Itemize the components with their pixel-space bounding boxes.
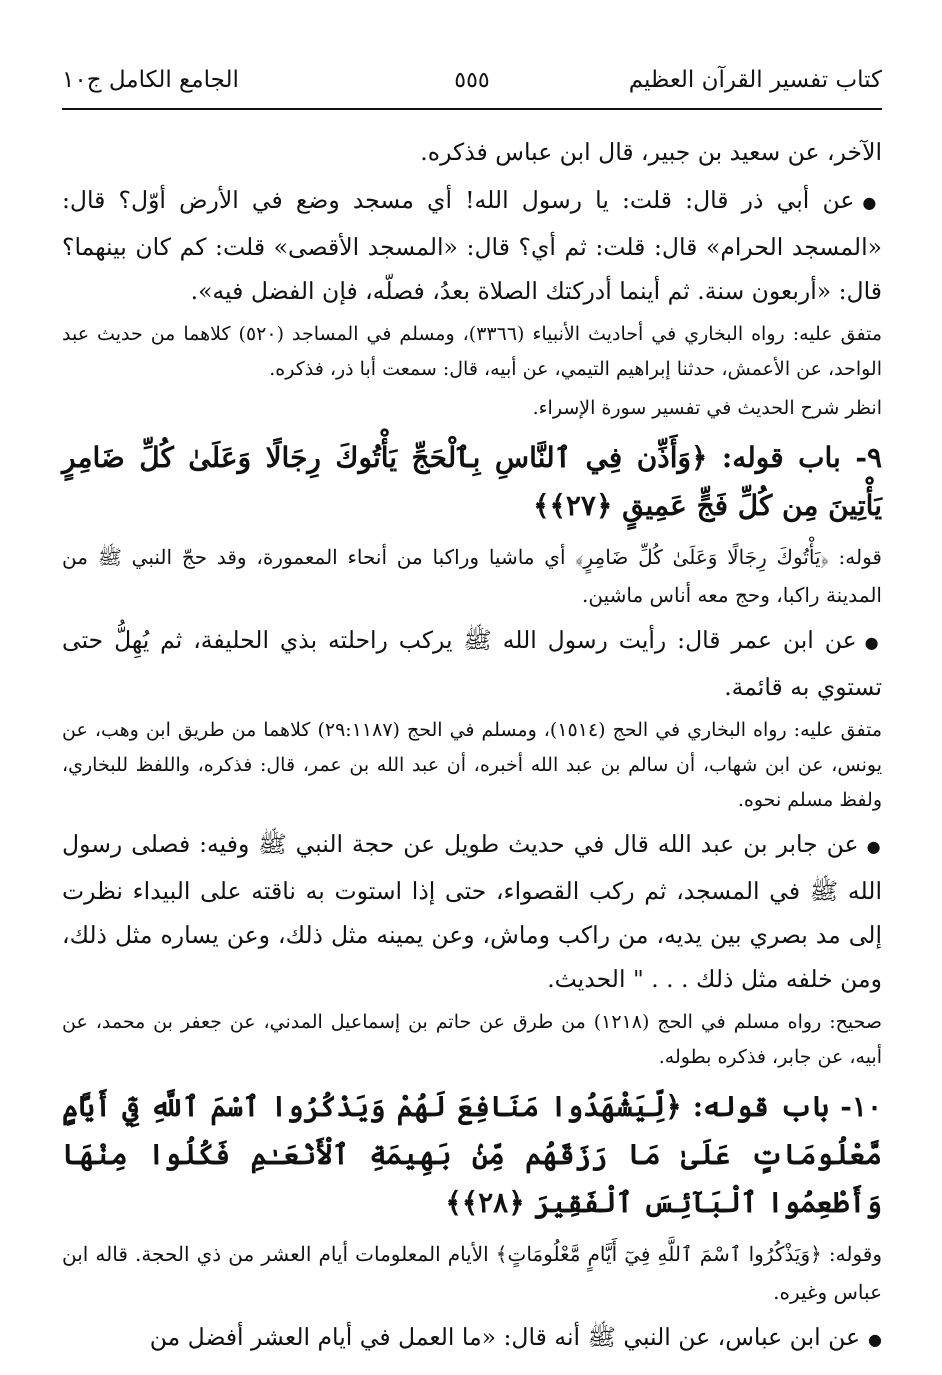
cross-reference-note: انظر شرح الحديث في تفسير سورة الإسراء.: [532, 397, 882, 419]
bullet-icon: ●: [862, 193, 882, 212]
chapter-heading-9: ٩- باب قوله: ﴿وَأَذِّن فِي ٱلنَّاسِ بِٱلْحَجِّ يَأْتُوكَ رِجَالًا وَعَلَىٰ كُلِّ ضَامِرٍ يَأْتِينَ مِن كُلِّ فَجٍّ عَمِيقٍ ﴿٢٧﴾﴾: [62, 441, 882, 522]
hadith-text: عن ابن عباس، عن النبي ﷺ أنه قال: «ما العمل في أيام العشر أفضل من: [149, 1323, 861, 1351]
hadith-text: عن ابن عمر قال: رأيت رسول الله ﷺ يركب راحلته بذي الحليفة، ثم يُهِلُّ حتى تستوي به قائمة.: [62, 626, 882, 701]
commentary-paragraph: وقوله: ﴿وَيَذْكُرُوا ٱسْمَ ٱللَّهِ فِيٓ أَيَّامٍ مَّعْلُومَاتٍ﴾ الأيام المعلومات أيام العشر من ذي الحجة. قاله ابن عباس وغيره.: [62, 1242, 882, 1304]
takhrij-note: متفق عليه: رواه البخاري في الحج (١٥١٤)، ومسلم في الحج (٢٩:١١٨٧) كلاهما من طريق ابن وهب، عن يونس، عن ابن شهاب، أن سالم بن عبد الله أخبره، أن عبد الله بن عمر، قال: فذكره، واللفظ للبخاري، ولفظ مسلم نحوه.: [62, 719, 882, 811]
hadith-text: عن جابر بن عبد الله قال في حديث طويل عن حجة النبي ﷺ وفيه: فصلى رسول الله ﷺ في المسجد، ثم ركب القصواء، حتى إذا استوت به ناقته على البيداء نظرت إلى مد بصري بين يديه، من راكب وماش، وعن يمينه مثل ذلك، وعن يساره مثل ذلك، ومن خلفه مثل ذلك . . . " الحديث.: [62, 830, 882, 993]
commentary-paragraph: قوله: ﴿يَأْتُوكَ رِجَالًا وَعَلَىٰ كُلِّ ضَامِرٍ﴾ أي ماشيا وراكبا من أنحاء المعمورة، وقد حجّ النبي ﷺ من المدينة راكبا، وحج معه أناس ماشين.: [62, 545, 882, 607]
volume-label: الجامع الكامل ج١٠: [62, 67, 239, 93]
hadith-paragraph: [62, 618, 882, 709]
takhrij-note: متفق عليه: رواه البخاري في أحاديث الأنبياء (٣٣٦٦)، ومسلم في المساجد (٥٢٠) كلاهما من حديث عبد الواحد، عن الأعمش، حدثنا إبراهيم التيمي، عن أبيه، قال: سمعت أبا ذر، فذكره.: [62, 323, 883, 380]
page-number: ٥٥٥: [454, 67, 490, 93]
bullet-icon: ●: [868, 1330, 882, 1349]
takhrij-note: صحيح: رواه مسلم في الحج (١٢١٨) من طرق عن حاتم بن إسماعيل المدني، عن جعفر بن محمد، عن أبيه، عن جابر، فذكره بطوله.: [62, 1011, 882, 1068]
bullet-icon: ●: [864, 633, 882, 652]
hadith-text: عن أبي ذر قال: قلت: يا رسول الله! أي مسجد وضع في الأرض أوّل؟ قال: «المسجد الحرام» قال: قلت: ثم أي؟ قال: «المسجد الأقصى» قلت: كم كان بينهما؟ قال: «أربعون سنة. ثم أينما أدركتك الصلاة بعدُ، فصلّه، فإن الفضل فيه».: [62, 186, 882, 305]
running-header: [62, 62, 882, 98]
chapter-heading-10: ١٠- باب قوله: ﴿لِّيَشْهَدُوا مَنَافِعَ لَهُمْ وَيَذْكُرُوا ٱسْمَ ٱللَّهِ فِيٓ أَيَّامٍ مَّعْلُومَاتٍ عَلَىٰ مَا رَزَقَهُم مِّنۢ بَهِيمَةِ ٱلْأَنْعَـٰمِ فَكُلُوا مِنْهَا وَأَطْعِمُوا ٱلْبَآئِسَ ٱلْفَقِيرَ ﴿٢٨﴾﴾: [62, 1090, 882, 1219]
bullet-icon: ●: [866, 837, 882, 856]
page-body: [62, 130, 882, 1362]
book-title: كتاب تفسير القرآن العظيم: [628, 67, 882, 93]
text-paragraph: الآخر، عن سعيد بن جبير، قال ابن عباس فذكره.: [420, 138, 882, 166]
header-rule: [62, 108, 882, 110]
hadith-paragraph: [62, 1315, 882, 1362]
hadith-paragraph: [62, 822, 882, 1001]
hadith-paragraph: [62, 178, 882, 313]
